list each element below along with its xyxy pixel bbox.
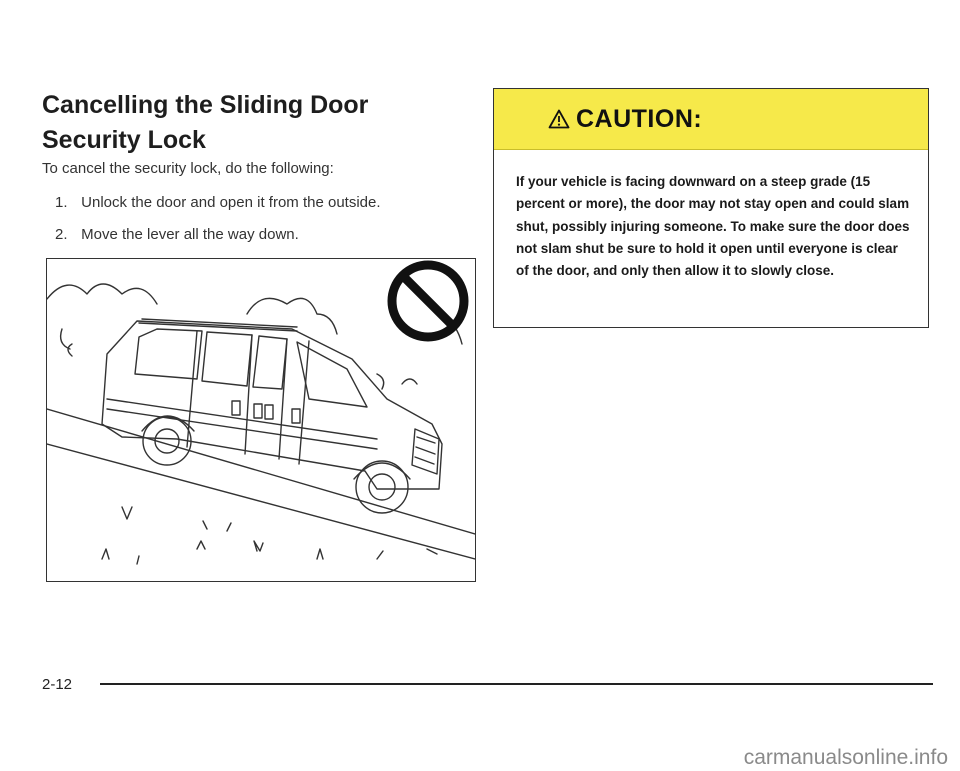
watermark-text: carmanualsonline.info xyxy=(743,746,948,769)
section-heading-line1: Cancelling the Sliding Door xyxy=(42,91,369,119)
section-heading-line2: Security Lock xyxy=(42,126,206,154)
caution-header xyxy=(494,89,928,150)
instructions-intro: To cancel the security lock, do the following: xyxy=(42,160,334,177)
step-text: Unlock the door and open it from the outside. xyxy=(81,194,381,211)
caution-title: CAUTION: xyxy=(576,104,703,133)
page-number: 2-12 xyxy=(42,676,73,693)
step-number: 2. xyxy=(55,226,68,243)
step-number: 1. xyxy=(55,194,68,211)
prohibition-icon xyxy=(392,265,464,337)
caution-body: If your vehicle is facing downward on a steep grade (15 percent or more), the door may not stay open and could slam shut, possibly injuring someone. To make sure the door does not slam shut be sure to hold it open until everyone is clear of the door, and only then allow it to slowly close. xyxy=(516,174,910,279)
caution-box xyxy=(493,88,929,328)
step-item xyxy=(55,225,381,257)
van-on-slope-icon xyxy=(47,259,475,581)
footer-rule xyxy=(100,683,933,685)
step-item xyxy=(55,193,381,225)
van-illustration xyxy=(46,258,476,582)
step-text: Move the lever all the way down. xyxy=(81,226,299,243)
warning-triangle-icon xyxy=(548,109,570,129)
section-heading xyxy=(42,88,442,158)
instructions-steps xyxy=(55,193,381,257)
